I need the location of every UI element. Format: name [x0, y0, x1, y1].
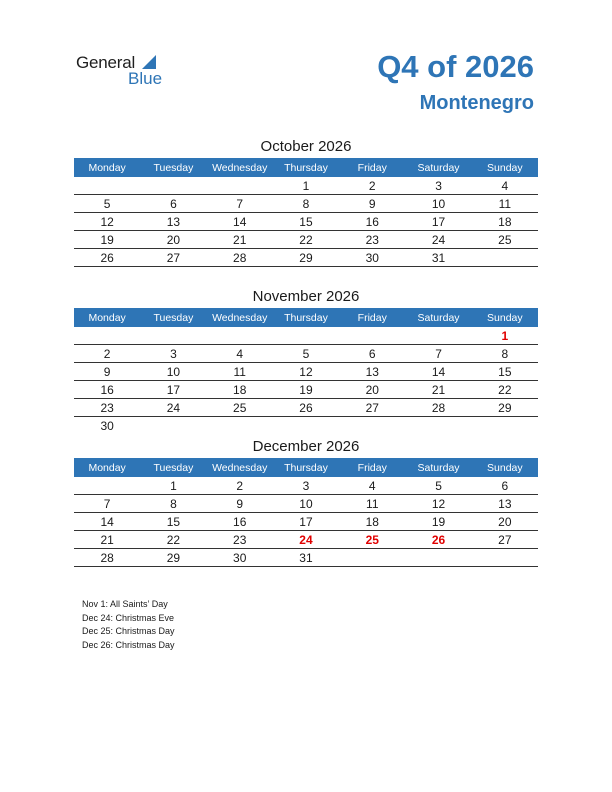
weekday-header: Thursday	[273, 458, 339, 477]
day-cell: 30	[100, 418, 114, 433]
weekday-header: Sunday	[472, 458, 538, 477]
day-cell: 28	[74, 549, 140, 567]
empty-cell	[273, 327, 339, 345]
day-cell: 4	[207, 345, 273, 363]
weekday-header: Thursday	[273, 308, 339, 327]
day-cell: 12	[74, 213, 140, 231]
day-cell: 13	[339, 363, 405, 381]
empty-cell	[207, 177, 273, 195]
week-row	[74, 495, 538, 513]
empty-cell	[74, 477, 140, 495]
day-cell: 2	[74, 345, 140, 363]
holiday-note: Dec 25: Christmas Day	[82, 626, 175, 636]
day-cell: 15	[472, 363, 538, 381]
logo-triangle-icon	[142, 55, 156, 69]
weekday-header: Tuesday	[140, 308, 206, 327]
day-cell: 20	[339, 381, 405, 399]
day-cell: 2	[339, 177, 405, 195]
day-cell: 6	[140, 195, 206, 213]
weekday-header: Saturday	[405, 458, 471, 477]
day-cell: 8	[472, 345, 538, 363]
day-cell: 5	[74, 195, 140, 213]
weekday-header: Saturday	[405, 158, 471, 177]
weekday-header: Sunday	[472, 308, 538, 327]
weekday-header: Monday	[74, 308, 140, 327]
day-cell: 25	[207, 399, 273, 417]
day-cell: 10	[140, 363, 206, 381]
day-cell: 8	[140, 495, 206, 513]
week-row	[74, 177, 538, 195]
day-cell: 7	[207, 195, 273, 213]
day-cell: 18	[339, 513, 405, 531]
day-cell: 13	[472, 495, 538, 513]
week-row	[74, 417, 538, 435]
empty-cell	[273, 417, 339, 435]
day-cell: 3	[140, 345, 206, 363]
weekday-header: Thursday	[273, 158, 339, 177]
empty-cell	[339, 327, 405, 345]
day-cell: 9	[339, 195, 405, 213]
weekday-header: Monday	[74, 158, 140, 177]
day-cell: 23	[339, 231, 405, 249]
day-cell: 8	[273, 195, 339, 213]
empty-cell	[405, 417, 471, 435]
week-row	[74, 249, 538, 267]
logo-word-general: General	[76, 53, 136, 72]
day-cell: 22	[273, 231, 339, 249]
day-cell: 17	[405, 213, 471, 231]
day-cell: 9	[74, 363, 140, 381]
empty-cell	[207, 417, 273, 435]
day-cell: 29	[273, 249, 339, 267]
calendar-table	[74, 308, 538, 434]
day-cell: 23	[207, 531, 273, 549]
day-cell: 1	[140, 477, 206, 495]
day-cell: 11	[207, 363, 273, 381]
weekday-header: Wednesday	[207, 458, 273, 477]
day-cell: 16	[74, 381, 140, 399]
empty-cell	[405, 327, 471, 345]
weekday-header: Friday	[339, 458, 405, 477]
day-cell: 7	[405, 345, 471, 363]
day-cell: 16	[339, 213, 405, 231]
day-cell: 6	[472, 477, 538, 495]
empty-cell	[339, 417, 405, 435]
week-row	[74, 213, 538, 231]
day-cell: 24	[140, 399, 206, 417]
month-title: November 2026	[252, 288, 360, 305]
day-cell: 27	[339, 399, 405, 417]
weekday-header: Friday	[339, 308, 405, 327]
month-november	[74, 286, 538, 434]
brand-logo	[76, 53, 176, 93]
day-cell: 19	[405, 513, 471, 531]
weekday-header: Friday	[339, 158, 405, 177]
day-cell: 5	[273, 345, 339, 363]
day-cell: 20	[472, 513, 538, 531]
logo-word-blue: Blue	[128, 69, 163, 88]
empty-cell	[74, 177, 140, 195]
day-cell: 17	[273, 513, 339, 531]
day-cell: 30	[207, 549, 273, 567]
day-cell: 4	[339, 477, 405, 495]
week-row	[74, 363, 538, 381]
empty-cell	[472, 417, 538, 435]
day-cell: 29	[140, 549, 206, 567]
week-row	[74, 549, 538, 567]
empty-cell	[74, 327, 140, 345]
weekday-header: Wednesday	[207, 158, 273, 177]
day-cell: 18	[207, 381, 273, 399]
day-cell: 27	[140, 249, 206, 267]
day-cell: 26	[405, 531, 471, 549]
day-cell: 6	[339, 345, 405, 363]
empty-cell	[140, 417, 206, 435]
day-cell: 30	[339, 249, 405, 267]
day-cell: 9	[207, 495, 273, 513]
day-cell: 21	[207, 231, 273, 249]
day-cell: 5	[405, 477, 471, 495]
weekday-header: Sunday	[472, 158, 538, 177]
day-cell: 29	[472, 399, 538, 417]
day-cell: 19	[74, 231, 140, 249]
day-cell: 26	[74, 249, 140, 267]
empty-cell	[472, 549, 538, 567]
calendar-table	[74, 458, 538, 567]
day-cell: 18	[472, 213, 538, 231]
weekday-header: Wednesday	[207, 308, 273, 327]
weekday-header-row	[74, 458, 538, 477]
day-cell: 7	[74, 495, 140, 513]
month-october	[74, 136, 538, 267]
day-cell: 25	[339, 531, 405, 549]
day-cell: 15	[140, 513, 206, 531]
day-cell: 11	[472, 195, 538, 213]
page-title: Q4 of 2026	[377, 49, 534, 84]
weekday-header: Monday	[74, 458, 140, 477]
day-cell: 28	[405, 399, 471, 417]
holiday-note: Dec 24: Christmas Eve	[82, 612, 175, 623]
day-cell: 12	[273, 363, 339, 381]
empty-cell	[405, 549, 471, 567]
day-cell: 14	[405, 363, 471, 381]
day-cell: 27	[472, 531, 538, 549]
holiday-notes	[82, 598, 175, 652]
day-cell: 20	[140, 231, 206, 249]
weekday-header: Saturday	[405, 308, 471, 327]
day-cell: 17	[140, 381, 206, 399]
day-cell: 21	[405, 381, 471, 399]
day-cell: 15	[273, 213, 339, 231]
holiday-note: Nov 1: All Saints’ Day	[82, 599, 168, 609]
weekday-header-row	[74, 158, 538, 177]
day-cell: 2	[207, 477, 273, 495]
day-cell: 1	[273, 177, 339, 195]
month-title: December 2026	[252, 438, 360, 455]
week-row	[74, 399, 538, 417]
calendar-table	[74, 158, 538, 267]
day-cell: 25	[472, 231, 538, 249]
day-cell: 14	[74, 513, 140, 531]
empty-cell	[140, 177, 206, 195]
day-cell: 24	[273, 531, 339, 549]
day-cell: 21	[74, 531, 140, 549]
day-cell: 16	[207, 513, 273, 531]
day-cell: 1	[472, 327, 538, 345]
day-cell: 10	[273, 495, 339, 513]
day-cell: 13	[140, 213, 206, 231]
empty-cell	[140, 327, 206, 345]
empty-cell	[472, 249, 538, 267]
week-row	[74, 231, 538, 249]
week-row	[74, 513, 538, 531]
day-cell: 24	[405, 231, 471, 249]
day-cell: 31	[405, 249, 471, 267]
day-cell: 26	[273, 399, 339, 417]
country-name: Montenegro	[419, 92, 534, 114]
holiday-note: Dec 26: Christmas Day	[82, 639, 175, 650]
day-cell: 12	[405, 495, 471, 513]
day-cell: 23	[74, 399, 140, 417]
empty-cell	[339, 549, 405, 567]
day-cell: 14	[207, 213, 273, 231]
day-cell: 28	[207, 249, 273, 267]
month-title: October 2026	[260, 138, 352, 155]
weekday-header: Tuesday	[140, 158, 206, 177]
day-cell: 3	[405, 177, 471, 195]
week-row	[74, 381, 538, 399]
weekday-header: Tuesday	[140, 458, 206, 477]
week-row	[74, 195, 538, 213]
week-row	[74, 327, 538, 345]
day-cell: 22	[472, 381, 538, 399]
week-row	[74, 345, 538, 363]
day-cell: 4	[472, 177, 538, 195]
month-december	[74, 436, 538, 567]
week-row	[74, 477, 538, 495]
day-cell: 11	[339, 495, 405, 513]
weekday-header-row	[74, 308, 538, 327]
day-cell: 19	[273, 381, 339, 399]
day-cell: 22	[140, 531, 206, 549]
empty-cell	[207, 327, 273, 345]
week-row	[74, 531, 538, 549]
day-cell: 10	[405, 195, 471, 213]
day-cell: 3	[273, 477, 339, 495]
day-cell: 31	[273, 549, 339, 567]
